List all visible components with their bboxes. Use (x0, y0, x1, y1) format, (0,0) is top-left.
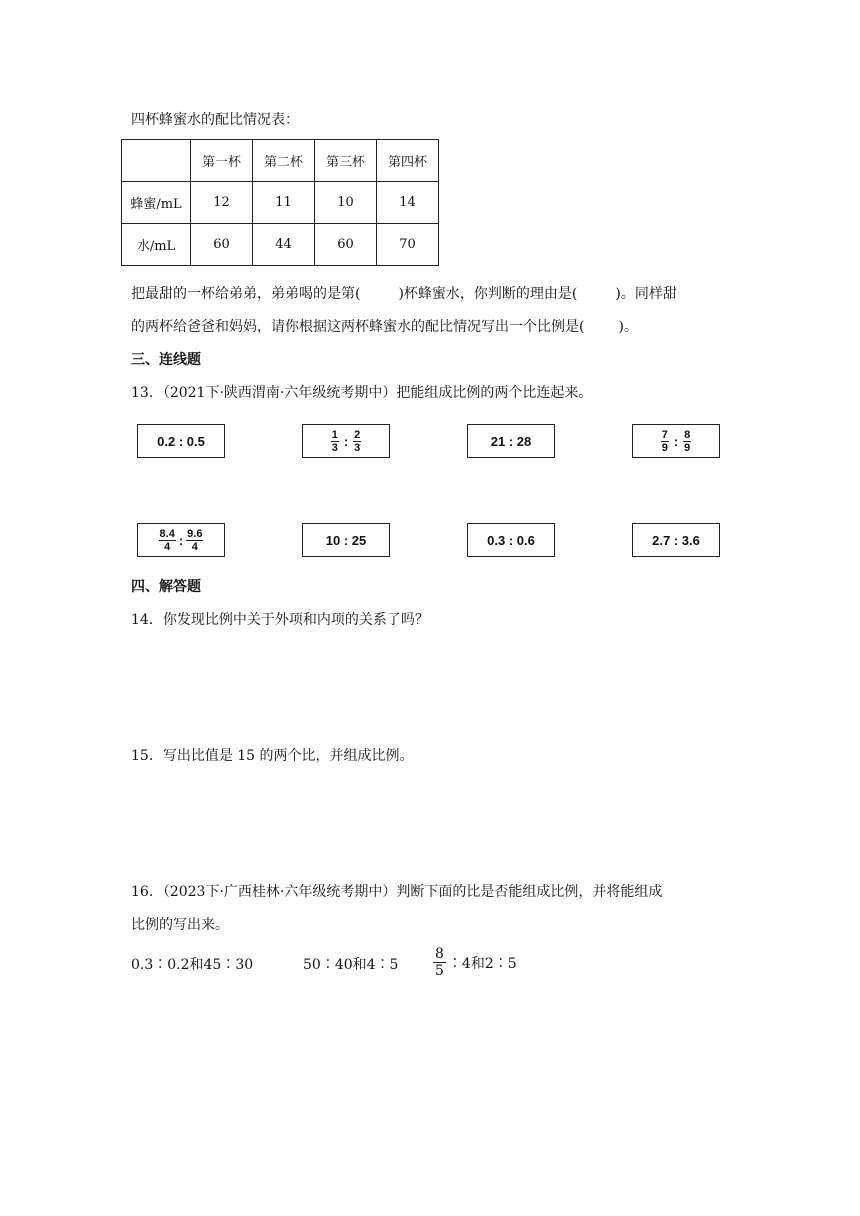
fraction: $\frac{8.4}{4}$ (159, 527, 175, 553)
q12-text: )杯蜂蜜水，你判断的理由是( (398, 286, 578, 302)
table-header-cell: 第一杯 (191, 140, 253, 182)
ratio-box-0.3-0.6[interactable] (467, 523, 555, 557)
fraction: $\frac{8}{5}$ (435, 946, 444, 979)
section-title: 四、解答题 (131, 579, 201, 595)
ratio-box-2.7-3.6[interactable] (632, 523, 720, 557)
ratio-box-8.4/4-9.6/4[interactable]: $\frac{8.4}{4}$ : $\frac{9.6}{4}$ (137, 523, 225, 557)
row-label: 水/mL (122, 224, 191, 266)
q16-item-2: 50∶40和4∶5 (303, 957, 399, 973)
table-cell: 60 (315, 224, 377, 266)
ratio-text: 10 : 25 (325, 532, 367, 548)
table-cell: 11 (253, 182, 315, 224)
q16-item-3-text: ∶4和2∶5 (447, 955, 517, 972)
question-14: 14．你发现比例中关于外项和内项的关系了吗？ (131, 612, 429, 628)
q16-item-1: 0.3∶0.2和45∶30 (131, 957, 254, 973)
table-header-cell (122, 140, 191, 182)
table-cell: 10 (315, 182, 377, 224)
question-16-line-1: 16．（2023下·广西桂林·六年级统考期中）判断下面的比是否能组成比例，并将能组成 (131, 884, 663, 900)
table-row (122, 182, 439, 224)
question-16-line-2: 比例的写出来。 (131, 917, 229, 933)
table-caption: 四杯蜂蜜水的配比情况表： (131, 112, 299, 128)
fraction: $\frac{8}{9}$ (684, 428, 691, 454)
ratio-box-10-25[interactable] (302, 523, 390, 557)
table-cell: 12 (191, 182, 253, 224)
table-cell: 60 (191, 224, 253, 266)
row-label: 蜂蜜/mL (122, 182, 191, 224)
table-header-cell: 第四杯 (377, 140, 439, 182)
fraction: $\frac{2}{3}$ (354, 428, 361, 454)
fraction: $\frac{7}{9}$ (661, 428, 668, 454)
q12-text: )。同样甜 (615, 286, 677, 302)
table-cell: 70 (377, 224, 439, 266)
table-header-cell: 第三杯 (315, 140, 377, 182)
q12-line-2 (131, 317, 638, 337)
table-header-row (122, 140, 439, 182)
q12-text: 的两杯给爸爸和妈妈，请你根据这两杯蜂蜜水的配比情况写出一个比例是( (131, 319, 585, 335)
question-13: 13．（2021下·陕西渭南·六年级统考期中）把能组成比例的两个比连起来。 (131, 385, 593, 401)
fraction: $\frac{1}{3}$ (331, 428, 338, 454)
q16-item-3 (433, 946, 517, 979)
ratio-box-21-28[interactable] (467, 424, 555, 458)
question-15: 15．写出比值是 15 的两个比，并组成比例。 (131, 748, 414, 764)
ratio-text: 0.3 : 0.6 (487, 532, 535, 548)
honey-water-table (121, 139, 439, 266)
q12-line-1 (131, 284, 677, 304)
ratio-box-7/9-8/9[interactable]: $\frac{7}{9}$ : $\frac{8}{9}$ (632, 424, 720, 458)
table-header-cell: 第二杯 (253, 140, 315, 182)
table-cell: 14 (377, 182, 439, 224)
q12-text: )。 (618, 319, 638, 335)
section-title: 三、连线题 (131, 352, 201, 368)
ratio-box-1/3-2/3[interactable]: $\frac{1}{3}$ : $\frac{2}{3}$ (302, 424, 390, 458)
table-row (122, 224, 439, 266)
ratio-text: 2.7 : 3.6 (652, 532, 700, 548)
table-cell: 44 (253, 224, 315, 266)
ratio-text: 21 : 28 (490, 433, 532, 449)
ratio-box-0.2-0.5[interactable] (137, 424, 225, 458)
ratio-text: 0.2 : 0.5 (157, 433, 205, 449)
q12-text: 把最甜的一杯给弟弟，弟弟喝的是第( (131, 286, 361, 302)
fraction: $\frac{9.6}{4}$ (187, 527, 203, 553)
